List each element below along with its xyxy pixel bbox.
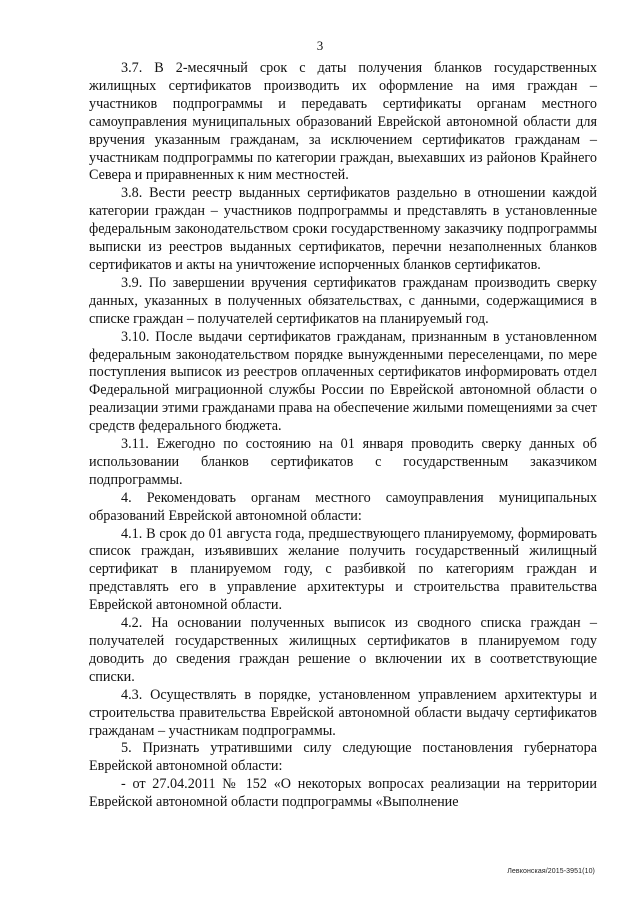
- page-number: 3: [316, 38, 324, 53]
- paragraph-3-7: 3.7. В 2-месячный срок с даты получения бланков государственных жилищных сертификатов производить их оформление на имя граждан – участников подпрограммы и передавать сертификаты органам местного самоуправления муниципальных образований Еврейской автономной области для вручения указанным гражданам, за исключением сертификатов гражданам – участникам подпрограммы по категории граждан, выехавших из районов Крайнего Севера и приравненных к ним местностей.: [89, 60, 597, 184]
- paragraph-4-3: 4.3. Осуществлять в порядке, установленном управлением архитектуры и строительства правительства Еврейской автономной области выдачу сертификатов гражданам – участникам подпрограммы.: [89, 686, 597, 739]
- paragraph-3-11: 3.11. Ежегодно по состоянию на 01 января проводить сверку данных об использовании бланков сертификатов с государственным заказчиком подпрограммы.: [89, 436, 597, 488]
- paragraph-4-1: 4.1. В срок до 01 августа года, предшествующего планируемому, формировать список граждан, изъявивших желание получить государственный жилищный сертификат в планируемом году, с разбивкой по категориям граждан и представлять его в управление архитектуры и строительства правительства Еврейской автономной области.: [89, 525, 597, 614]
- paragraph-4-2: 4.2. На основании полученных выписок из сводного списка граждан – получателей государственных жилищных сертификатов в планируемом году доводить до сведения граждан решение о включении их в соответствующие списки.: [89, 615, 597, 685]
- paragraph-3-8: 3.8. Вести реестр выданных сертификатов раздельно в отношении каждой категории граждан – участников подпрограммы и представлять в установленные федеральным законодательством сроки государственному заказчику подпрограммы выписки из реестров выданных сертификатов, перечни незаполненных бланков сертификатов и акты на уничтожение испорченных бланков сертификатов.: [89, 185, 597, 273]
- paragraph-5: 5. Признать утратившими силу следующие постановления губернатора Еврейской автономной области:: [89, 740, 597, 775]
- paragraph-3-10: 3.10. После выдачи сертификатов гражданам, признанным в установленном федеральным законодательством порядке вынужденными переселенцами, по мере поступления выписок из реестров оплаченных сертификатов информировать отдел Федеральной миграционной службы России по Еврейской автономной области о реализации этими гражданами права на обеспечение жилыми помещениями за счет средств федерального бюджета.: [89, 328, 597, 435]
- paragraph-3-9: 3.9. По завершении вручения сертификатов гражданам производить сверку данных, указанных в полученных обязательствах, с данными, содержащимися в списке граждан – получателей сертификатов на планируемый год.: [89, 274, 597, 327]
- footer-document-code: Левконская/2015-3951(10): [507, 868, 595, 875]
- paragraph-4: 4. Рекомендовать органам местного самоуправления муниципальных образований Еврейской автономной области:: [89, 489, 597, 524]
- paragraph-5-item-1: - от 27.04.2011 № 152 «О некоторых вопросах реализации на территории Еврейской автономной области подпрограммы «Выполнение: [89, 776, 597, 811]
- document-body: [89, 60, 597, 812]
